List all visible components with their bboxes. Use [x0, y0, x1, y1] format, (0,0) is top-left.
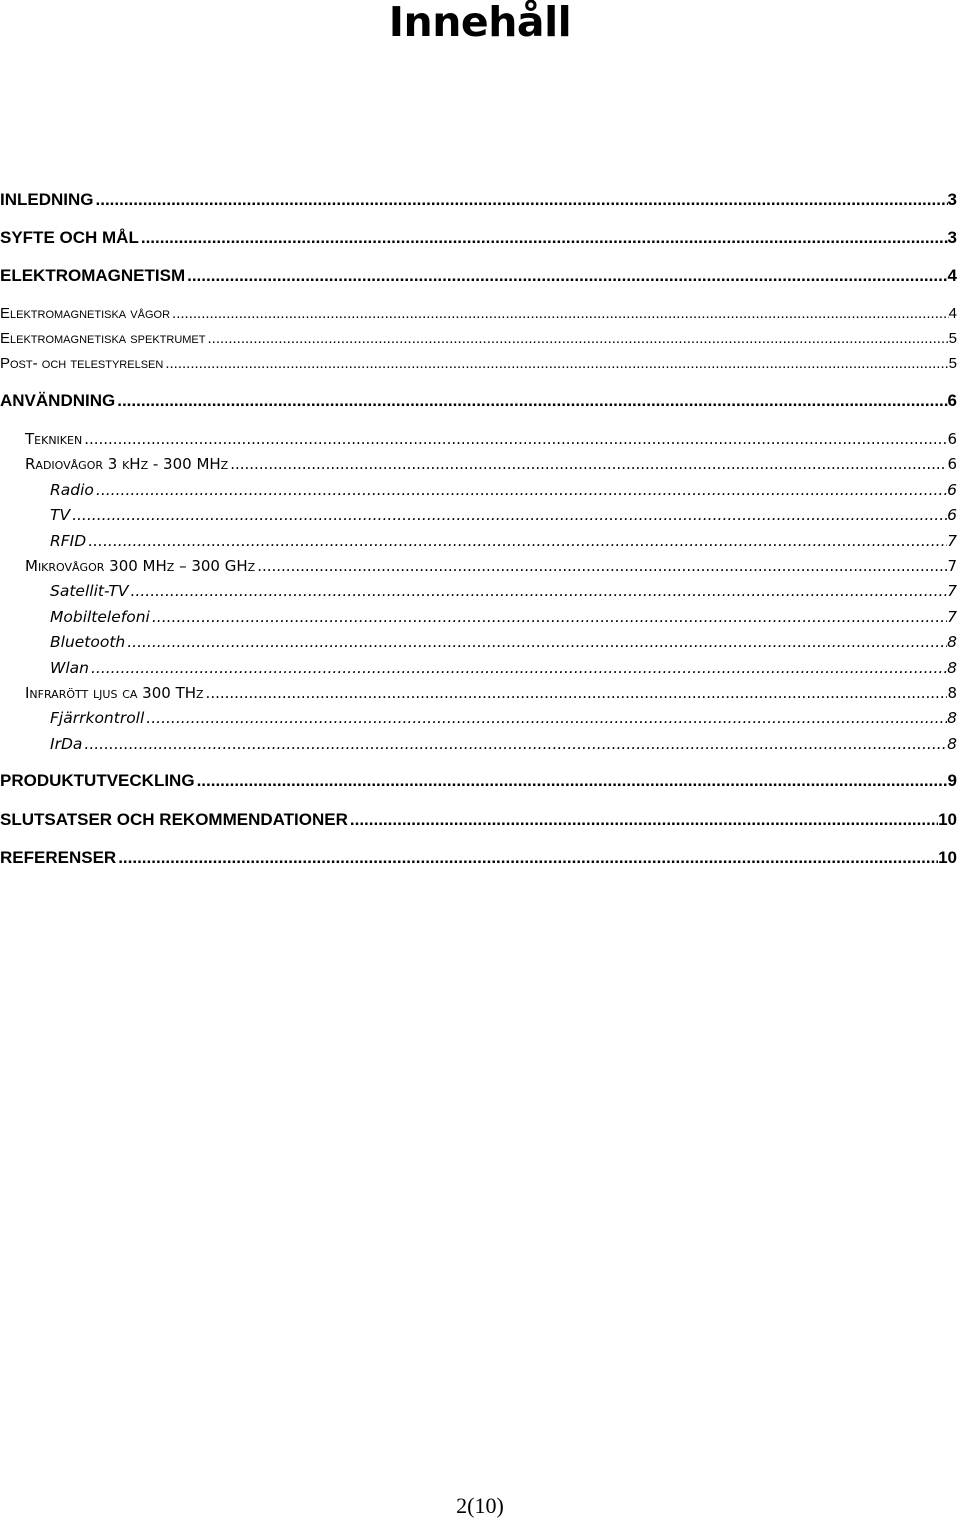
toc-leader [125, 633, 947, 651]
toc-entry-page: 10 [938, 848, 957, 867]
toc-entry-infrarott[interactable] [0, 684, 957, 702]
toc-entry-label: Bluetooth [50, 633, 126, 651]
toc-entry-referenser[interactable] [0, 848, 957, 868]
toc-entry-wlan[interactable] [0, 659, 957, 677]
toc-entry-page: 7 [947, 557, 957, 575]
toc-leader [185, 266, 947, 286]
toc-leader [204, 684, 948, 702]
toc-leader [115, 391, 947, 411]
toc-entry-elektromagnetism[interactable] [0, 266, 957, 286]
toc-entry-label: TV [50, 506, 71, 524]
toc-leader [195, 771, 948, 791]
toc-entry-page: 6 [947, 430, 957, 448]
toc-entry-inledning[interactable] [0, 190, 957, 210]
toc-entry-bluetooth[interactable] [0, 633, 957, 651]
toc-entry-label: Infrarött ljus ca 300 THz [25, 684, 204, 702]
toc-leader [228, 455, 947, 473]
toc-entry-page: 3 [947, 228, 957, 247]
toc-entry-page: 4 [947, 266, 957, 285]
toc-entry-page: 5 [948, 330, 957, 347]
toc-entry-label: Satellit-TV [50, 582, 129, 600]
toc-entry-label: REFERENSER [0, 848, 117, 867]
toc-entry-page: 3 [947, 190, 957, 209]
toc-leader [82, 430, 947, 448]
toc-leader [86, 532, 947, 550]
toc-entry-fjarrkontroll[interactable] [0, 709, 957, 727]
toc-leader [89, 659, 947, 677]
toc-leader [128, 582, 947, 600]
toc-leader [116, 848, 938, 868]
toc-leader [255, 557, 947, 575]
toc-entry-page: 10 [938, 810, 957, 829]
toc-entry-label: Elektromagnetiska vågor [0, 305, 171, 322]
toc-entry-page: 6 [947, 455, 957, 473]
toc-leader [70, 506, 947, 524]
toc-entry-irda[interactable] [0, 735, 957, 753]
toc-entry-radiovagor[interactable] [0, 455, 957, 473]
page-number: 2(10) [456, 1493, 504, 1518]
toc-entry-page: 9 [947, 771, 957, 790]
toc-entry-page: 7 [947, 608, 957, 626]
toc-entry-anvandning[interactable] [0, 391, 957, 411]
toc-entry-label: SLUTSATSER OCH REKOMMENDATIONER [0, 810, 348, 829]
toc-entry-spektrumet[interactable] [0, 330, 957, 347]
toc-entry-label: PRODUKTUTVECKLING [0, 771, 195, 790]
toc-leader [82, 735, 947, 753]
toc-leader [205, 330, 948, 347]
toc-leader [348, 810, 938, 830]
toc-entry-page: 8 [947, 633, 957, 651]
toc-leader [144, 709, 947, 727]
toc-entry-page: 6 [947, 481, 957, 499]
toc-entry-label: Radio [50, 481, 94, 499]
toc-entry-label: INLEDNING [0, 190, 94, 209]
toc-leader [170, 305, 949, 322]
toc-entry-page: 4 [948, 305, 957, 322]
toc-entry-label: Fjärrkontroll [50, 709, 145, 727]
toc-entry-slutsatser[interactable] [0, 810, 957, 830]
toc-entry-page: 8 [947, 709, 957, 727]
toc-entry-page: 8 [947, 659, 957, 677]
toc-leader [139, 228, 948, 248]
toc-entry-page: 5 [948, 355, 957, 372]
toc-entry-label: RFID [50, 532, 87, 550]
toc-entry-page: 7 [947, 582, 957, 600]
toc-entry-satellit-tv[interactable] [0, 582, 957, 600]
toc-entry-label: Post- och telestyrelsen [0, 355, 164, 372]
toc-leader [163, 355, 948, 372]
toc-entry-label: Radiovågor 3 kHz - 300 MHz [25, 455, 229, 473]
toc-entry-label: Mobiltelefoni [50, 608, 150, 626]
toc-entry-syfte[interactable] [0, 228, 957, 248]
toc-entry-page: 7 [947, 532, 957, 550]
toc-entry-elektromagnetiska-vagor[interactable] [0, 305, 957, 322]
toc-entry-radio[interactable] [0, 481, 957, 499]
toc-entry-tekniken[interactable] [0, 430, 957, 448]
toc-entry-mobiltelefoni[interactable] [0, 608, 957, 626]
toc-entry-page: 8 [947, 684, 957, 702]
toc-entry-mikrovagor[interactable] [0, 557, 957, 575]
toc-entry-label: Mikrovågor 300 MHz – 300 GHz [25, 557, 256, 575]
toc-entry-label: IrDa [50, 735, 83, 753]
toc-entry-label: ANVÄNDNING [0, 391, 116, 410]
toc-entry-label: ELEKTROMAGNETISM [0, 266, 186, 285]
toc-leader [94, 190, 948, 210]
toc-entry-label: Elektromagnetiska spektrumet [0, 330, 206, 347]
toc-leader [94, 481, 947, 499]
toc-entry-page: 6 [947, 506, 957, 524]
toc-entry-produktutveckling[interactable] [0, 771, 957, 791]
toc-entry-label: Tekniken [25, 430, 83, 448]
toc-entry-page: 8 [947, 735, 957, 753]
page-title: Innehåll [388, 0, 572, 46]
toc-entry-label: Wlan [50, 659, 89, 677]
toc-leader [150, 608, 947, 626]
toc-entry-pts[interactable] [0, 355, 957, 372]
toc-entry-label: SYFTE OCH MÅL [0, 228, 139, 247]
toc-entry-tv[interactable] [0, 506, 957, 524]
toc-entry-page: 6 [947, 391, 957, 410]
toc-entry-rfid[interactable] [0, 532, 957, 550]
